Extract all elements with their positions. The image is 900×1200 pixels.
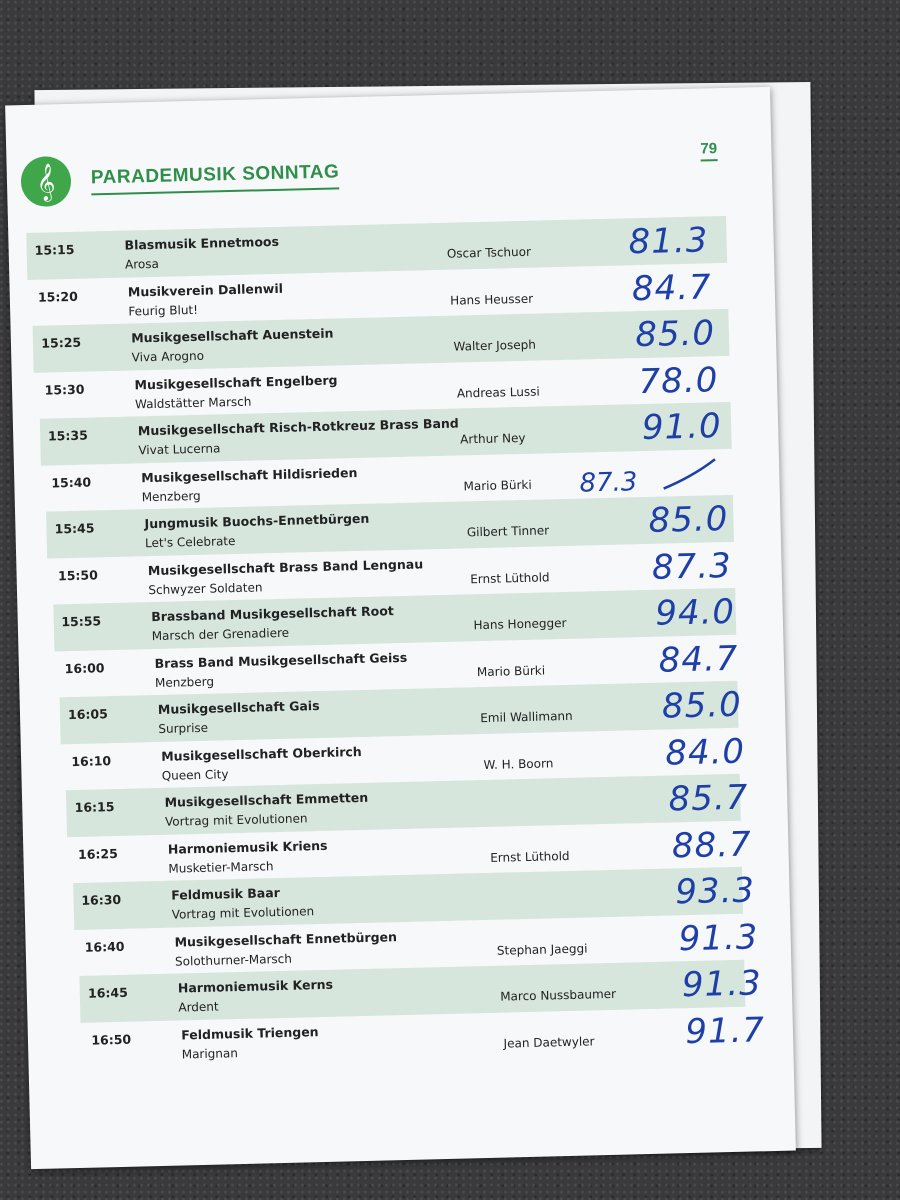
band-name: Musikgesellschaft Auenstein — [131, 325, 334, 346]
handwritten-score: 94.0 — [654, 591, 736, 634]
conductor-name: Oscar Tschuor — [446, 244, 532, 261]
performance-time: 16:30 — [81, 891, 122, 908]
march-title: Marsch der Grenadiere — [151, 625, 290, 644]
band-name: Musikgesellschaft Brass Band Lengnau — [147, 555, 424, 578]
performance-time: 16:45 — [87, 984, 128, 1001]
handwritten-score: 91.3 — [681, 963, 763, 1006]
band-name: Harmoniemusik Kerns — [177, 976, 334, 996]
band-name: Musikgesellschaft Emmetten — [164, 789, 369, 810]
handwritten-score: 91.3 — [678, 916, 759, 959]
performance-time: 15:45 — [54, 520, 95, 537]
march-title: Solothurner-Marsch — [174, 951, 293, 969]
march-title: Viva Arogno — [131, 348, 205, 365]
conductor-name: W. H. Boorn — [483, 755, 554, 772]
march-title: Waldstätter Marsch — [134, 394, 252, 411]
band-name: Feldmusik Baar — [171, 885, 281, 903]
march-title: Vortrag mit Evolutionen — [164, 811, 308, 829]
performance-time: 15:50 — [57, 566, 98, 583]
march-title: Surprise — [158, 720, 209, 736]
handwritten-score: 85.0 — [661, 684, 743, 727]
band-name: Musikverein Dallenwil — [127, 280, 284, 300]
handwritten-score: 78.0 — [638, 359, 719, 402]
conductor-name: Hans Honegger — [473, 615, 567, 633]
performance-time: 16:15 — [74, 799, 115, 816]
conductor-name: Andreas Lussi — [456, 384, 540, 401]
march-title: Let's Celebrate — [144, 534, 236, 551]
handwritten-score: 85.0 — [634, 313, 716, 356]
band-name: Musikgesellschaft Oberkirch — [161, 743, 362, 764]
band-name: Brassband Musikgesellschaft Root — [151, 603, 394, 625]
band-name: Harmoniemusik Kriens — [167, 837, 328, 857]
handwritten-score: 91.7 — [684, 1009, 766, 1052]
performance-time: 16:50 — [91, 1031, 132, 1048]
performance-time: 15:15 — [34, 241, 75, 258]
band-name: Jungmusik Buochs-Ennetbürgen — [144, 510, 370, 532]
schedule-table — [26, 216, 766, 1070]
march-title: Marignan — [181, 1045, 239, 1061]
handwritten-side-score: 87.3 — [579, 466, 638, 499]
march-title: Menzberg — [141, 488, 201, 504]
march-title: Vivat Lucerna — [138, 441, 221, 458]
performance-time: 15:35 — [47, 427, 88, 444]
handwritten-score: 81.3 — [628, 220, 709, 263]
march-title: Feurig Blut! — [128, 302, 199, 319]
handwritten-score: 84.0 — [664, 731, 746, 774]
conductor-name: Mario Bürki — [476, 662, 546, 679]
band-name: Musikgesellschaft Engelberg — [134, 371, 338, 392]
conductor-name: Ernst Lüthold — [490, 848, 570, 865]
band-name: Blasmusik Ennetmoos — [124, 233, 280, 253]
conductor-name: Emil Wallimann — [480, 708, 573, 726]
conductor-name: Walter Joseph — [453, 337, 537, 354]
performance-time: 16:25 — [77, 845, 118, 862]
performance-time: 15:40 — [51, 474, 92, 490]
handwritten-score: 93.3 — [674, 870, 756, 913]
handwritten-score: 85.7 — [668, 777, 749, 820]
conductor-name: Marco Nussbaumer — [500, 986, 617, 1004]
march-title: Arosa — [124, 256, 160, 272]
march-title: Menzberg — [154, 674, 215, 690]
treble-clef-icon: 𝄞 — [20, 156, 71, 207]
page-number: 79 — [700, 140, 717, 161]
handwritten-score: 84.7 — [658, 638, 739, 681]
performance-time: 16:40 — [84, 938, 125, 955]
performance-time: 16:05 — [67, 706, 108, 723]
handwritten-score: 87.3 — [651, 545, 733, 588]
performance-time: 15:30 — [44, 381, 85, 398]
march-title: Ardent — [178, 999, 219, 1015]
conductor-name: Ernst Lüthold — [470, 569, 550, 586]
march-title: Queen City — [161, 766, 229, 783]
conductor-name: Gilbert Tinner — [466, 523, 550, 540]
performance-time: 15:25 — [41, 334, 82, 351]
handwritten-score: 85.0 — [648, 498, 729, 541]
band-name: Musikgesellschaft Gais — [157, 698, 320, 717]
conductor-name: Mario Bürki — [463, 477, 532, 493]
march-title: Schwyzer Soldaten — [148, 579, 263, 597]
conductor-name: Jean Daetwyler — [503, 1033, 595, 1051]
performance-time: 15:55 — [61, 613, 102, 630]
program-page — [5, 87, 796, 1169]
handwritten-slash-mark — [659, 457, 720, 492]
performance-time: 15:20 — [37, 288, 78, 305]
conductor-name: Arthur Ney — [460, 430, 526, 447]
band-name: Musikgesellschaft Hildisrieden — [141, 464, 358, 485]
march-title: Musketier-Marsch — [168, 858, 274, 876]
performance-time: 16:00 — [64, 659, 105, 676]
band-name: Musikgesellschaft Ennetbürgen — [174, 928, 398, 950]
conductor-name: Stephan Jaeggi — [496, 941, 588, 958]
handwritten-score: 88.7 — [671, 823, 753, 866]
conductor-name: Hans Heusser — [450, 291, 534, 308]
handwritten-score: 84.7 — [631, 266, 713, 309]
band-name: Musikgesellschaft Risch-Rotkreuz Brass Band — [137, 415, 459, 439]
performance-time: 16:10 — [71, 752, 112, 769]
band-name: Feldmusik Triengen — [181, 1023, 319, 1042]
march-title: Vortrag mit Evolutionen — [171, 904, 315, 922]
page-title: PARADEMUSIK SONNTAG — [91, 161, 340, 195]
handwritten-score: 91.0 — [641, 406, 723, 449]
band-name: Brass Band Musikgesellschaft Geiss — [154, 649, 408, 671]
